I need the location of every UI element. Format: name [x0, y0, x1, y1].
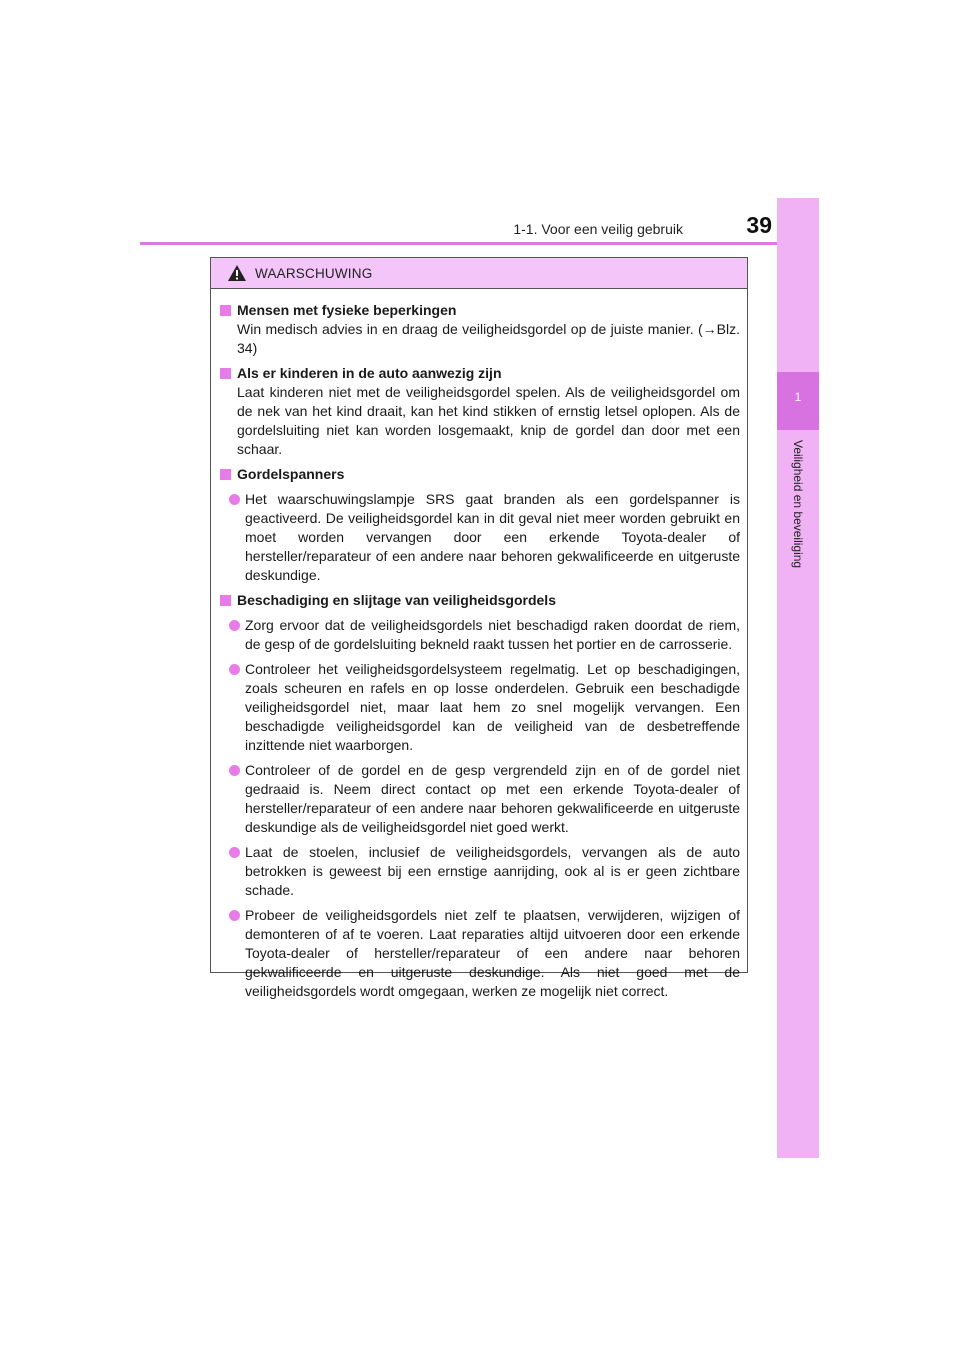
section-heading — [218, 301, 740, 320]
warning-title: WAARSCHUWING — [255, 265, 373, 281]
bullet-text: Het waarschuwingslampje SRS gaat branden als een gordelspanner is geactiveerd. De veiligheidsgordel kan in dit geval niet meer worden gebruikt en moet worden vervangen door een erkende Toyota-dealer of hersteller/reparateur of een andere naar behoren gekwalificeerde en uitgeruste deskundige. — [245, 491, 740, 583]
warning-header — [211, 258, 747, 289]
bullet-item — [229, 616, 740, 654]
bullet-item — [229, 490, 740, 585]
round-bullet-icon — [229, 664, 240, 675]
section-heading — [218, 465, 740, 484]
section-heading-text: Als er kinderen in de auto aanwezig zijn — [237, 365, 502, 381]
bullet-text: Controleer het veiligheidsgordelsysteem regelmatig. Let op beschadigingen, zoals scheuren en rafels en op losse onderdelen. Gebruik een beschadigde veiligheidsgordel niet, maar laat hem zo snel mogelijk vervangen. Een beschadigde veiligheidsgordel kan de veiligheid van de desbetreffende inzittende niet waarborgen. — [245, 661, 740, 753]
bullet-item — [229, 660, 740, 755]
bullet-text: Zorg ervoor dat de veiligheidsgordels niet beschadigd raken doordat de riem, de gesp of de gordelsluiting bekneld raakt tussen het portier en de carrosserie. — [245, 617, 740, 652]
section-paragraph: Laat kinderen niet met de veiligheidsgordel spelen. Als de veiligheidsgordel om de nek van het kind draait, kan het kind stikken of ernstig letsel oplopen. Als de gordelsluiting niet kan worden losgemaakt, knip de gordel dan door met een schaar. — [237, 384, 740, 457]
bullet-item — [229, 906, 740, 1001]
page-number: 39 — [746, 212, 772, 238]
warning-triangle-icon — [227, 264, 247, 282]
warning-box — [210, 257, 748, 999]
round-bullet-icon — [229, 620, 240, 631]
chapter-title: Veiligheid en beveiliging — [791, 440, 805, 569]
square-bullet-icon — [220, 469, 231, 480]
section-heading-text: Beschadiging en slijtage van veiligheidsgordels — [237, 592, 556, 608]
bullet-item — [229, 761, 740, 837]
square-bullet-icon — [220, 368, 231, 379]
section-paragraph: Win medisch advies in en draag de veiligheidsgordel op de juiste manier. (→Blz. 34) — [237, 321, 740, 356]
bullet-text: Laat de stoelen, inclusief de veiligheidsgordels, vervangen als de auto betrokken is geweest bij een ernstige aanrijding, ook al is er geen zichtbare schade. — [245, 844, 740, 898]
section-heading-text: Mensen met fysieke beperkingen — [237, 302, 457, 318]
round-bullet-icon — [229, 910, 240, 921]
header-rule — [140, 242, 818, 245]
chapter-number: 1 — [794, 390, 802, 404]
section-heading-text: Gordelspanners — [237, 466, 345, 482]
round-bullet-icon — [229, 494, 240, 505]
section-heading — [218, 591, 740, 610]
square-bullet-icon — [220, 305, 231, 316]
warning-body — [211, 289, 747, 1001]
round-bullet-icon — [229, 765, 240, 776]
square-bullet-icon — [220, 595, 231, 606]
bullet-text: Controleer of de gordel en de gesp vergrendeld zijn en of de gordel niet gedraaid is. Neem direct contact op met een erkende Toyota-dealer of hersteller/reparateur of een andere naar behoren gekwalificeerde en uitgeruste deskundige als de veiligheidsgordel niet goed werkt. — [245, 762, 740, 835]
bullet-text: Probeer de veiligheidsgordels niet zelf te plaatsen, verwijderen, wijzigen of demonteren of af te voeren. Laat reparaties altijd uitvoeren door een erkende Toyota-dealer of hersteller/reparateur of een andere naar behoren gekwalificeerde en uitgeruste deskundige. Als niet goed met de veiligheidsgordels wordt omgegaan, werken ze mogelijk niet correct. — [245, 907, 740, 999]
bullet-item — [229, 843, 740, 900]
section-title: 1-1. Voor een veilig gebruik — [513, 221, 683, 237]
chapter-side-tab — [777, 198, 819, 1158]
chapter-title-container — [777, 440, 819, 600]
round-bullet-icon — [229, 847, 240, 858]
section-heading — [218, 364, 740, 383]
